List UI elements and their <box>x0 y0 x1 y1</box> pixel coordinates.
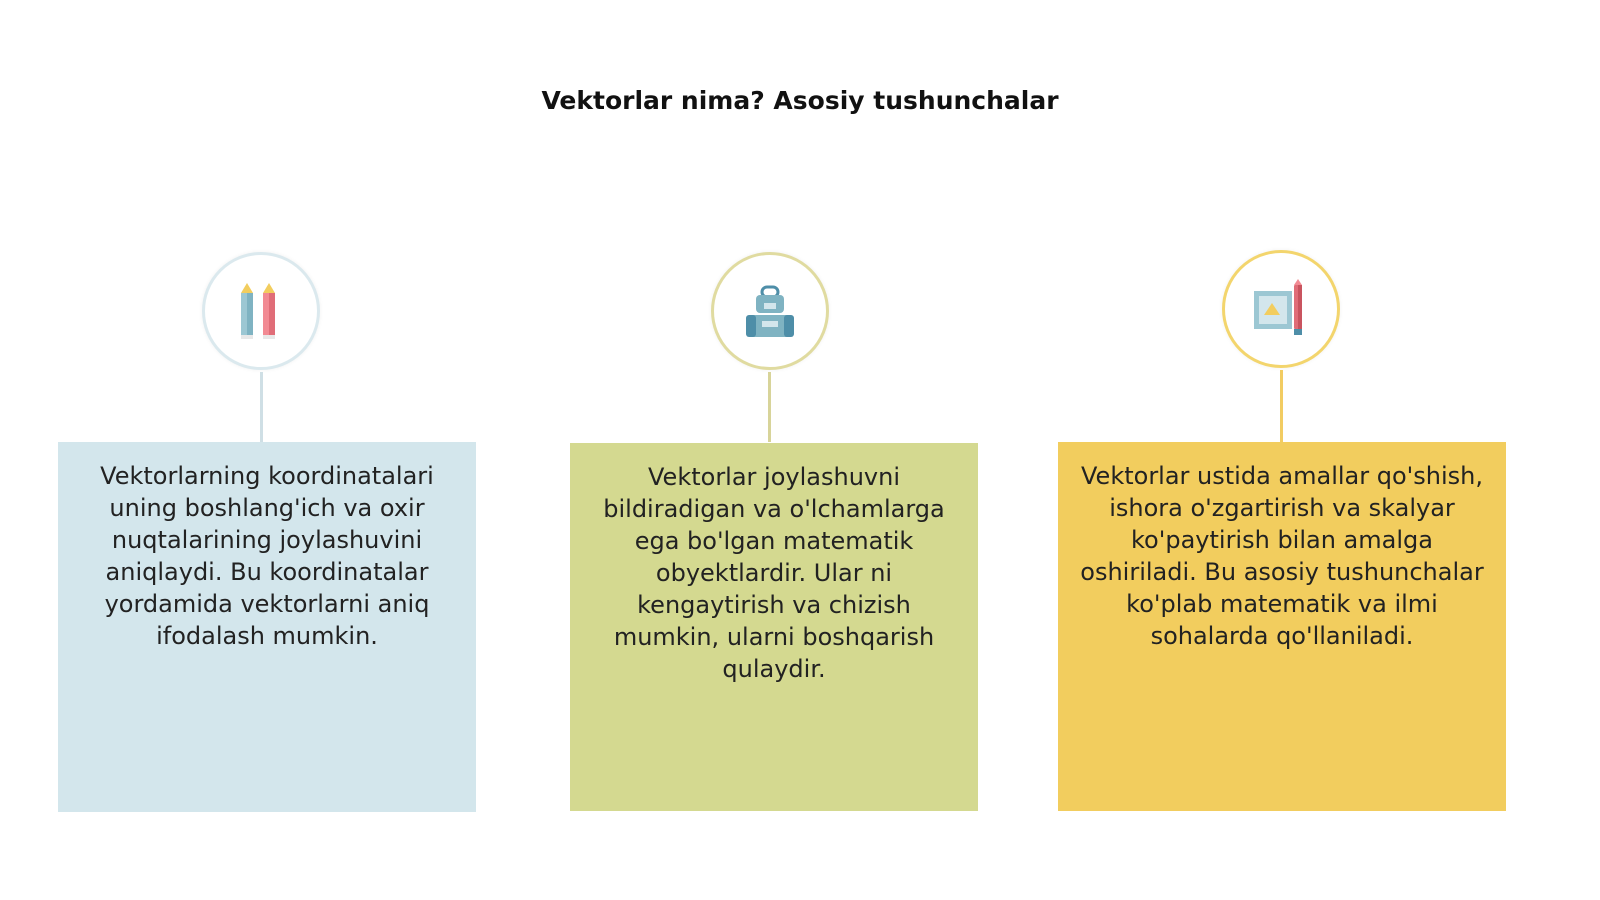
concept-card-1-text: Vektorlarning koordinatalari uning boshlang'ich va oxir nuqtalarining joylashuvini aniqlaydi. Bu koordinatalar yordamida vektorlarni aniq ifodalash mumkin. <box>100 462 434 650</box>
icon-circle-3 <box>1222 250 1340 368</box>
slide-title: Vektorlar nima? Asosiy tushunchalar <box>541 86 1059 115</box>
connector-line-1 <box>260 372 263 442</box>
concept-card-3-text: Vektorlar ustida amallar qo'shish, ishora o'zgartirish va skalyar ko'paytirish bilan amalga oshiriladi. Bu asosiy tushunchalar ko'plab matematik va ilmi sohalarda qo'llaniladi. <box>1080 462 1484 650</box>
concept-card-1 <box>58 442 476 812</box>
concept-card-2-text: Vektorlar joylashuvni bildiradigan va o'lchamlarga ega bo'lgan matematik obyektlardir. Ular ni kengaytirish va chizish mumkin, ularni boshqarish qulaydir. <box>603 463 945 683</box>
concept-card-3 <box>1058 442 1506 811</box>
connector-line-2 <box>768 372 771 442</box>
icon-circle-2 <box>711 252 829 370</box>
concept-card-2 <box>570 443 978 811</box>
connector-line-3 <box>1280 370 1283 442</box>
icon-circle-1 <box>202 252 320 370</box>
